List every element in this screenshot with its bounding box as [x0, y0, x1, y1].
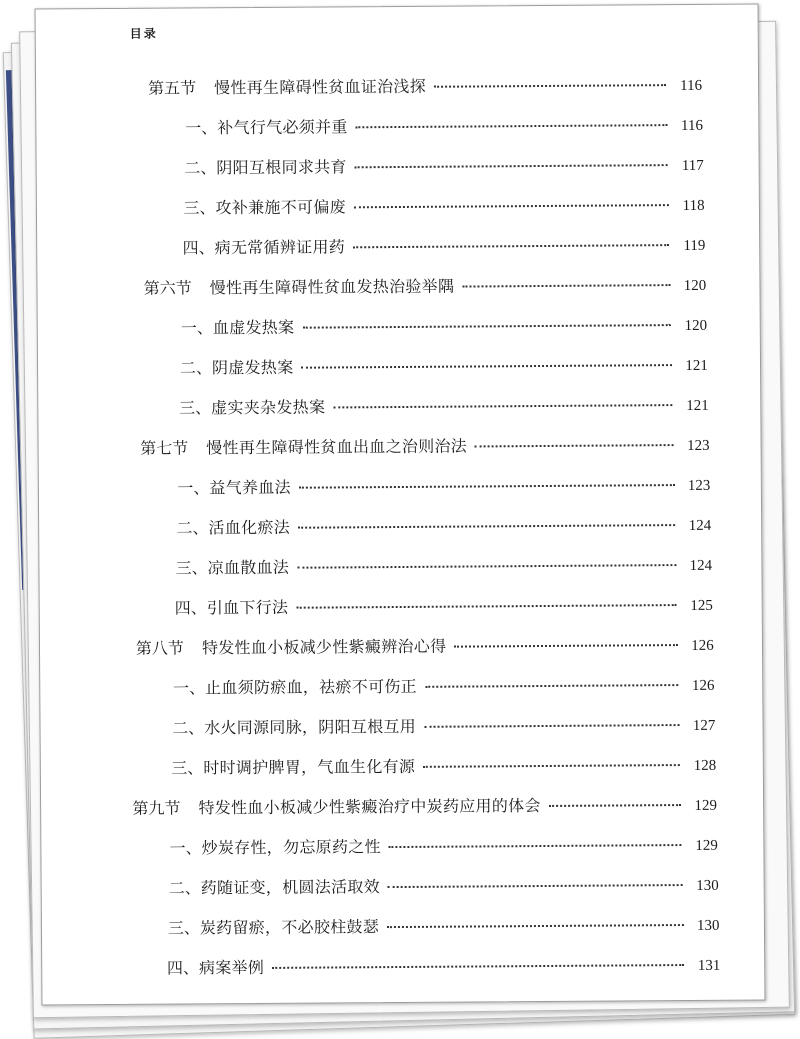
toc-page-number: 120: [683, 277, 707, 295]
toc-section-row[interactable]: [136, 635, 714, 660]
dot-leader: [298, 524, 675, 529]
toc-entry-title: 药随证变，机圆法活取效: [200, 877, 381, 898]
dot-leader: [387, 924, 683, 928]
toc-page-number: 117: [681, 157, 704, 175]
toc-entry-number: 一、: [185, 118, 218, 138]
toc-page-number: 123: [687, 477, 711, 494]
toc-entry-title: 病案举例: [198, 957, 265, 978]
toc-item-row[interactable]: [184, 155, 704, 180]
toc-item-row[interactable]: [185, 115, 703, 140]
toc-section-row[interactable]: [132, 795, 717, 820]
toc-page-number: 129: [695, 837, 718, 854]
toc-page-number: 126: [691, 637, 714, 654]
toc-item-row[interactable]: [181, 315, 707, 340]
toc-page-number: 131: [697, 957, 721, 974]
toc-entry-title: 阴虚发热案: [211, 357, 294, 378]
toc-section-row[interactable]: [148, 75, 702, 100]
toc-entry-number: 二、: [172, 718, 205, 738]
dot-leader: [389, 844, 682, 848]
dot-leader: [462, 284, 670, 287]
dot-leader: [333, 404, 672, 408]
toc-entry-title: 攻补兼施不可偏废: [215, 197, 346, 218]
toc-page-number: 127: [692, 717, 716, 734]
dot-leader: [354, 204, 669, 208]
dot-leader: [425, 684, 679, 688]
toc-item-row[interactable]: [171, 755, 716, 780]
toc-entry-number: 四、: [182, 238, 215, 258]
toc-entry-title: 慢性再生障碍性贫血出血之治则治法: [206, 436, 468, 458]
toc-item-row[interactable]: [169, 875, 719, 900]
dot-leader: [299, 484, 674, 489]
toc-entry-number: 三、: [183, 198, 216, 218]
toc-page-number: 120: [684, 317, 708, 335]
toc-entry-number: 一、: [169, 838, 202, 858]
toc-page-number: 128: [693, 757, 717, 774]
toc-page-number: 116: [680, 117, 703, 135]
toc-entry-number: 二、: [179, 358, 213, 378]
dot-leader: [272, 964, 684, 969]
dot-leader: [434, 84, 666, 88]
toc-entry-number: 四、: [174, 598, 207, 618]
toc-entry-number: 第五节: [148, 78, 197, 98]
dot-leader: [296, 604, 677, 609]
toc-page-number: 126: [691, 677, 715, 694]
toc-section-row[interactable]: [144, 275, 707, 300]
toc-entry-title: 补气行气必须并重: [217, 117, 348, 138]
toc-entry-title: 病无常循辨证用药: [214, 237, 346, 258]
toc-entry-title: 阴阳互根同求共育: [216, 157, 347, 178]
toc-entry-number: 二、: [176, 518, 209, 538]
toc-entry-title: 慢性再生障碍性贫血证治浅探: [214, 76, 427, 98]
toc-entry-number: 第六节: [143, 278, 192, 298]
toc-entry-number: 四、: [166, 958, 199, 978]
toc-page-number: 116: [680, 77, 703, 95]
toc-entry-title: 止血须防瘀血，祛瘀不可伤正: [204, 676, 418, 698]
toc-entry-title: 慢性再生障碍性贫血发热治验举隅: [209, 276, 455, 298]
toc-entry-number: 一、: [172, 678, 206, 698]
toc-entry-number: 三、: [167, 918, 200, 938]
toc-entry-title: 炒炭存性，勿忘原药之性: [201, 837, 381, 858]
toc-item-row[interactable]: [177, 475, 710, 500]
dot-leader: [423, 764, 680, 768]
toc-item-row[interactable]: [180, 355, 708, 380]
table-of-contents: [36, 4, 765, 1004]
toc-entry-number: 三、: [175, 558, 208, 578]
toc-item-row[interactable]: [173, 675, 715, 700]
toc-entry-title: 活血化瘀法: [208, 517, 291, 538]
toc-item-row[interactable]: [176, 515, 711, 540]
dot-leader: [475, 444, 673, 447]
toc-page-number: 118: [682, 197, 705, 215]
toc-section-row[interactable]: [140, 435, 709, 460]
dot-leader: [388, 884, 683, 888]
toc-item-row[interactable]: [179, 395, 709, 420]
toc-page-number: 130: [696, 877, 719, 894]
toc-entry-title: 血虚发热案: [212, 317, 295, 338]
toc-page-number: 124: [689, 557, 713, 574]
toc-page-number: 125: [690, 597, 713, 614]
toc-page-number: 130: [696, 917, 720, 934]
toc-page-number: 119: [683, 237, 706, 255]
dot-leader: [355, 164, 668, 168]
toc-item-row[interactable]: [183, 195, 704, 220]
dot-leader: [424, 724, 679, 728]
toc-page-number: 121: [685, 357, 708, 375]
toc-entry-title: 炭药留瘀，不必胶柱鼓瑟: [199, 917, 380, 938]
toc-page-number: 129: [694, 797, 718, 814]
toc-entry-title: 益气养血法: [209, 477, 291, 498]
toc-entry-title: 水火同源同脉，阴阳互根互用: [204, 716, 417, 738]
toc-entry-number: 二、: [168, 878, 201, 898]
dot-leader: [297, 564, 676, 569]
dot-leader: [454, 644, 677, 648]
toc-entry-title: 特发性血小板减少性紫癜辨治心得: [201, 636, 447, 658]
toc-entry-number: 第九节: [132, 798, 181, 818]
toc-entry-title: 引血下行法: [206, 597, 289, 618]
toc-page: [35, 3, 766, 1005]
toc-entry-number: 第七节: [140, 438, 189, 458]
toc-item-row[interactable]: [172, 715, 715, 740]
toc-item-row[interactable]: [169, 835, 717, 860]
toc-entry-number: 一、: [177, 478, 210, 498]
running-head: 目录: [129, 26, 158, 41]
dot-leader: [302, 324, 671, 329]
toc-item-row[interactable]: [183, 235, 706, 260]
toc-entry-number: 一、: [180, 318, 213, 338]
toc-item-row[interactable]: [167, 955, 721, 980]
toc-entry-number: 二、: [184, 158, 217, 178]
dot-leader: [549, 804, 681, 807]
toc-entry-number: 三、: [171, 758, 204, 778]
dot-leader: [353, 244, 669, 248]
toc-entry-number: 第八节: [135, 638, 184, 658]
toc-page-number: 123: [686, 437, 710, 454]
dot-leader: [302, 364, 672, 369]
toc-item-row[interactable]: [176, 555, 713, 580]
toc-entry-title: 虚实夹杂发热案: [211, 397, 326, 418]
toc-page-number: 124: [688, 517, 712, 534]
toc-entry-number: 三、: [179, 398, 212, 418]
toc-entry-title: 特发性血小板减少性紫癜治疗中炭药应用的体会: [198, 796, 541, 818]
toc-page-number: 121: [686, 397, 709, 414]
toc-item-row[interactable]: [168, 915, 720, 940]
toc-entry-title: 凉血散血法: [207, 557, 290, 578]
toc-item-row[interactable]: [175, 595, 713, 620]
toc-entry-title: 时时调护脾胃，气血生化有源: [203, 756, 416, 778]
dot-leader: [356, 124, 667, 128]
